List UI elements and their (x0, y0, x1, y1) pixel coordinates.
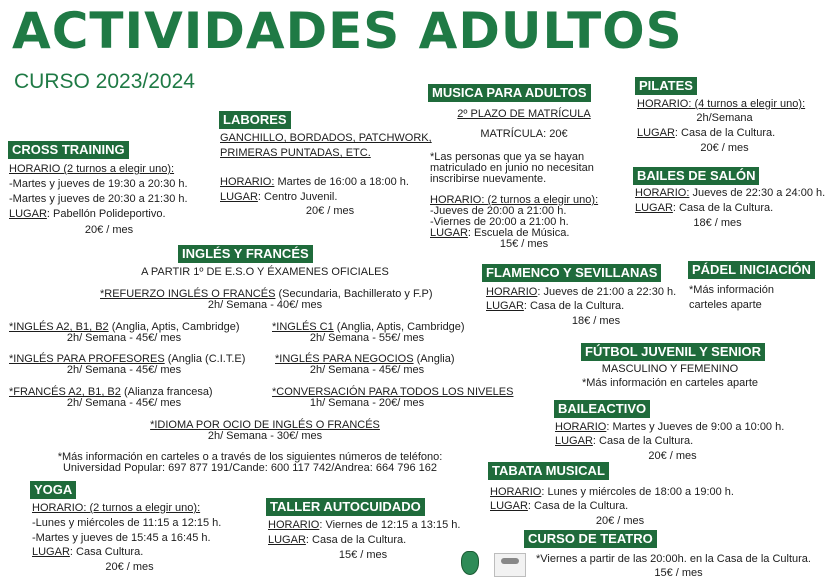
yoga-lugar (32, 545, 143, 559)
labores-price: 20€ / mes (305, 205, 355, 217)
course-detail: (Secundaria, Bachillerato y F.P) (275, 288, 433, 300)
yoga-horario: HORARIO: (2 turnos a elegir uno): (32, 502, 201, 514)
horario-label: HORARIO (486, 286, 538, 298)
ingles-header: INGLÉS Y FRANCÉS (178, 245, 313, 263)
lugar-label: LUGAR (268, 534, 306, 546)
page-title: ACTIVIDADES ADULTOS (12, 2, 683, 60)
horario-label: HORARIO (490, 486, 542, 498)
baileactivo-horario (555, 420, 784, 434)
course-name: *IDIOMA POR OCIO DE INGLÉS O FRANCÉS (150, 419, 380, 431)
tabata-header: TABATA MUSICAL (488, 462, 609, 480)
lugar-value: : Centro Juvenil. (257, 191, 338, 203)
padel-line1: *Más información (689, 284, 774, 296)
course-detail: (Anglia (C.I.T.E) (164, 353, 246, 365)
horario-value: Martes de 16:00 a 18:00 h. (274, 176, 409, 188)
horario-value: : Martes y Jueves de 9:00 a 10:00 h. (606, 421, 785, 433)
lugar-value: : Casa Cultura. (69, 546, 144, 558)
ingles-refuerzo-price: 2h/ Semana - 40€/ mes (207, 299, 323, 311)
lugar-value: : Casa de la Cultura. (674, 127, 776, 139)
baileactivo-price: 20€ / mes (648, 450, 697, 462)
conversacion-price: 1h/ Semana - 20€/ mes (309, 397, 425, 409)
yoga-line2: -Martes y jueves de 15:45 a 16:45 h. (32, 532, 211, 544)
course-name: *FRANCÉS A2, B1, B2 (9, 386, 121, 398)
cross-line2: -Martes y jueves de 20:30 a 21:30 h. (9, 193, 188, 205)
frances-a2-price: 2h/ Semana - 45€/ mes (66, 397, 182, 409)
lugar-value: : Casa de la Cultura. (305, 534, 407, 546)
lugar-value: : Escuela de Música. (467, 227, 570, 239)
baileactivo-header: BAILEACTIVO (554, 400, 650, 418)
futbol-header: FÚTBOL JUVENIL Y SENIOR (581, 343, 765, 361)
labores-horario (220, 175, 409, 189)
lugar-label: LUGAR (635, 202, 673, 214)
teatro-price: 15€ / mes (654, 567, 703, 579)
baileactivo-lugar (555, 434, 693, 448)
taller-horario (268, 518, 460, 532)
musica-header: MUSICA PARA ADULTOS (428, 84, 591, 102)
musica-horario: HORARIO: (2 turnos a elegir uno): (430, 194, 599, 206)
yoga-price: 20€ / mes (105, 561, 154, 573)
taller-header: TALLER AUTOCUIDADO (266, 498, 425, 516)
flamenco-horario (486, 285, 676, 299)
lugar-label: LUGAR (486, 300, 524, 312)
horario-label: HORARIO: (635, 187, 690, 199)
pilates-horario: HORARIO: (4 turnos a elegir uno): (637, 98, 806, 110)
ingles-subtitle: A PARTIR 1º DE E.S.O Y ÉXAMENES OFICIALES (141, 266, 389, 278)
labores-line2: PRIMERAS PUNTADAS, ETC. (220, 147, 371, 159)
pilates-price: 20€ / mes (700, 142, 749, 154)
course-detail: (Alianza francesa) (120, 386, 213, 398)
bailes-price: 18€ / mes (693, 217, 742, 229)
tabata-lugar (490, 499, 628, 513)
pilates-header: PILATES (635, 77, 697, 95)
futbol-line1: MASCULINO Y FEMENINO (601, 363, 739, 375)
ingles-a2-price: 2h/ Semana - 45€/ mes (66, 332, 182, 344)
lugar-value: : Casa de la Cultura. (527, 500, 629, 512)
horario-label: HORARIO (555, 421, 607, 433)
taller-lugar (268, 533, 406, 547)
bailes-header: BAILES DE SALÓN (633, 167, 759, 185)
musica-note1: *Las personas que ya se hayan (430, 151, 585, 163)
cross-lugar (9, 207, 166, 221)
labores-line1: GANCHILLO, BORDADOS, PATCHWORK, (220, 132, 432, 144)
lugar-value: : Casa de la Cultura. (592, 435, 694, 447)
ingles-c1-price: 2h/ Semana - 55€/ mes (309, 332, 425, 344)
labores-lugar (220, 190, 337, 204)
pilates-line1: 2h/Semana (696, 112, 753, 124)
musica-plazo: 2º PLAZO DE MATRÍCULA (457, 108, 591, 120)
lugar-value: : Casa de la Cultura. (672, 202, 774, 214)
course-detail: (Anglia) (413, 353, 455, 365)
horario-label: HORARIO: (220, 176, 275, 188)
teatro-header: CURSO DE TEATRO (524, 530, 657, 548)
tabata-horario (490, 485, 734, 499)
bailes-lugar (635, 201, 773, 215)
cross-header: CROSS TRAINING (8, 141, 129, 159)
flamenco-lugar (486, 299, 624, 313)
padel-line2: carteles aparte (689, 299, 762, 311)
lugar-label: LUGAR (9, 208, 47, 220)
municipal-crest-icon (461, 551, 479, 575)
course-year: CURSO 2023/2024 (14, 70, 195, 93)
course-name: *INGLÉS A2, B1, B2 (9, 321, 109, 333)
course-name: *INGLÉS PARA NEGOCIOS (275, 353, 414, 365)
course-name: *INGLÉS C1 (272, 321, 334, 333)
flamenco-header: FLAMENCO Y SEVILLANAS (482, 264, 661, 282)
course-name: *INGLÉS PARA PROFESORES (9, 353, 165, 365)
yoga-line1: -Lunes y miércoles de 11:15 a 12:15 h. (32, 517, 222, 529)
ingles-info2: Universidad Popular: 697 877 191/Cande: 600 117 742/Andrea: 664 796 162 (62, 462, 438, 474)
horario-label: HORARIO (268, 519, 320, 531)
horario-value: : Lunes y miércoles de 18:00 a 19:00 h. (541, 486, 734, 498)
lugar-label: LUGAR (555, 435, 593, 447)
yoga-header: YOGA (30, 481, 76, 499)
lugar-label: LUGAR (490, 500, 528, 512)
futbol-line2: *Más información en carteles aparte (581, 377, 759, 389)
musica-line2: -Viernes de 20:00 a 21:00 h. (430, 216, 569, 228)
taller-price: 15€ / mes (338, 549, 388, 561)
pilates-lugar (637, 126, 775, 140)
cross-line1: -Martes y jueves de 19:30 a 20:30 h. (9, 178, 188, 190)
course-detail: (Anglia, Aptis, Cambridge) (108, 321, 240, 333)
lugar-value: : Pabellón Polideportivo. (46, 208, 166, 220)
ingles-info1: *Más información en carteles o a través de los siguientes números de teléfono: (57, 451, 443, 463)
musica-note3: inscribirse nuevamente. (430, 173, 547, 185)
padel-header: PÁDEL INICIACIÓN (688, 261, 815, 279)
course-name: *CONVERSACIÓN PARA TODOS LOS NIVELES (272, 386, 514, 398)
cross-price: 20€ / mes (84, 224, 134, 236)
cross-horario: HORARIO (2 turnos a elegir uno): (9, 163, 175, 175)
lugar-label: LUGAR (32, 546, 70, 558)
lugar-value: : Casa de la Cultura. (523, 300, 625, 312)
lugar-label: LUGAR (637, 127, 675, 139)
musica-matricula: MATRÍCULA: 20€ (480, 128, 568, 140)
idioma-ocio-price: 2h/ Semana - 30€/ mes (207, 430, 323, 442)
lugar-label: LUGAR (430, 227, 468, 239)
musica-note2: matriculado en junio no necesitan (430, 162, 594, 174)
horario-value: Jueves de 22:30 a 24:00 h. (689, 187, 826, 199)
lugar-label: LUGAR (220, 191, 258, 203)
horario-value: : Jueves de 21:00 a 22:30 h. (537, 286, 677, 298)
teatro-line1: *Viernes a partir de las 20:00h. en la Casa de la Cultura. (536, 553, 811, 565)
horario-value: : Viernes de 12:15 a 13:15 h. (319, 519, 461, 531)
tabata-price: 20€ / mes (595, 515, 645, 527)
course-name: *REFUERZO INGLÉS O FRANCÉS (100, 288, 276, 300)
musica-price: 15€ / mes (499, 238, 549, 250)
bailes-horario (635, 186, 825, 200)
musica-line1: -Jueves de 20:00 a 21:00 h. (430, 205, 567, 217)
course-detail: (Anglia, Aptis, Cambridge) (333, 321, 465, 333)
ingles-negocios-price: 2h/ Semana - 45€/ mes (309, 364, 425, 376)
labores-header: LABORES (219, 111, 291, 129)
ingles-profesores-price: 2h/ Semana - 45€/ mes (66, 364, 182, 376)
university-logo-icon (494, 553, 526, 577)
flamenco-price: 18€ / mes (571, 315, 621, 327)
